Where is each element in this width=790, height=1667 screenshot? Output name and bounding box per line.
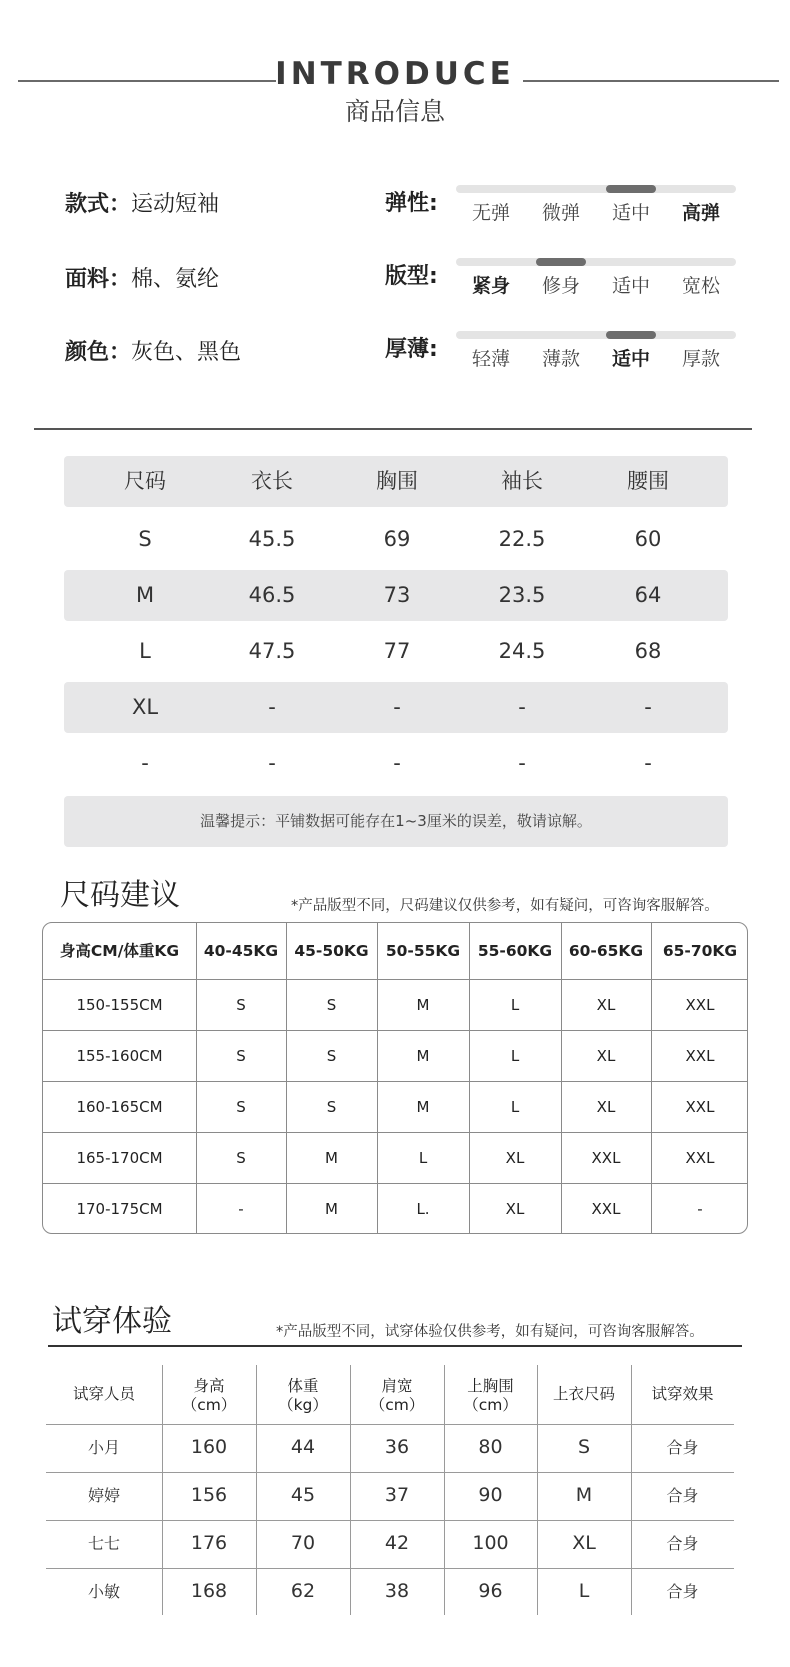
size-suggestion-cell: S bbox=[236, 1047, 246, 1065]
size-table-cell: - bbox=[141, 751, 149, 775]
size-suggestion-cell: XXL bbox=[685, 1098, 715, 1116]
section-divider bbox=[34, 428, 752, 430]
size-suggestion-note: *产品版型不同，尺码建议仅供参考，如有疑问，可咨询客服解答。 bbox=[291, 898, 719, 914]
info-style bbox=[65, 190, 219, 220]
size-suggestion-cell: L bbox=[510, 1098, 520, 1116]
info-style-label: 款式： bbox=[65, 192, 132, 217]
scale-option: 适中 bbox=[611, 348, 650, 370]
info-color-value: 灰色、黑色 bbox=[131, 340, 242, 365]
try-on-cell: 156 bbox=[190, 1484, 228, 1506]
scale-option: 微弹 bbox=[541, 202, 580, 224]
size-table-cell: XL bbox=[131, 695, 159, 719]
size-table-cell: 46.5 bbox=[248, 583, 296, 607]
header-title: INTRODUCE bbox=[275, 56, 515, 92]
size-suggestion-cell: 160-165CM bbox=[76, 1098, 163, 1116]
size-table-cell: 45.5 bbox=[248, 527, 296, 551]
size-suggestion-cell: S bbox=[326, 1047, 337, 1065]
size-table-cell: - bbox=[393, 695, 401, 719]
size-table-cell: S bbox=[138, 527, 152, 551]
try-on-header bbox=[46, 1385, 162, 1404]
try-on-header-line: 肩宽 bbox=[381, 1377, 413, 1395]
size-suggestion-cell: M bbox=[416, 1047, 430, 1065]
size-table-cell: 77 bbox=[383, 639, 411, 663]
try-on-cell: 45 bbox=[290, 1484, 316, 1506]
scale-indicator bbox=[536, 258, 586, 266]
size-suggestion-cell: XL bbox=[596, 1098, 616, 1116]
try-on-cell: 合身 bbox=[666, 1486, 699, 1505]
size-suggestion-cell: M bbox=[416, 996, 430, 1014]
scale-option: 轻薄 bbox=[471, 348, 510, 370]
size-table-cell: - bbox=[518, 695, 526, 719]
size-suggestion-cell: XXL bbox=[591, 1200, 621, 1218]
try-on-header-line: 试穿效果 bbox=[651, 1385, 714, 1403]
size-suggestion-cell: XXL bbox=[591, 1149, 621, 1167]
try-on-title: 试穿体验 bbox=[52, 1304, 172, 1339]
size-table-cell: 68 bbox=[634, 639, 662, 663]
try-on-header-line: 试穿人员 bbox=[72, 1385, 135, 1403]
try-on-cell: 168 bbox=[190, 1580, 228, 1602]
size-table-header: 衣长 bbox=[251, 469, 293, 493]
try-on-header-line: 身高 bbox=[193, 1377, 225, 1395]
scale-title: 版型: bbox=[385, 264, 438, 289]
header-subtitle: 商品信息 bbox=[344, 97, 445, 126]
size-suggestion-cell: S bbox=[236, 1098, 246, 1116]
size-table-header: 尺码 bbox=[124, 469, 166, 493]
try-on-cell: 80 bbox=[478, 1436, 503, 1458]
size-suggestion-cell: 170-175CM bbox=[76, 1200, 163, 1218]
size-table-cell: 23.5 bbox=[498, 583, 546, 607]
size-table-cell: - bbox=[393, 751, 401, 775]
size-suggestion-header: 45-50KG bbox=[294, 942, 369, 960]
size-suggestion-cell: XL bbox=[596, 1047, 616, 1065]
size-suggestion-title: 尺码建议 bbox=[60, 878, 180, 913]
size-table-cell: M bbox=[135, 583, 155, 607]
size-table-cell: - bbox=[644, 751, 652, 775]
size-suggestion-cell: XL bbox=[505, 1200, 525, 1218]
size-suggestion-cell: S bbox=[326, 1098, 337, 1116]
size-suggestion-header: 65-70KG bbox=[662, 942, 738, 960]
info-style-value: 运动短袖 bbox=[131, 192, 220, 217]
try-on-header-line: 体重 bbox=[287, 1377, 319, 1395]
try-on-header-line: （cm） bbox=[463, 1396, 518, 1414]
scale-option: 无弹 bbox=[471, 202, 510, 224]
try-on-cell: 42 bbox=[384, 1532, 410, 1554]
try-on-cell: 小敏 bbox=[87, 1582, 120, 1601]
size-suggestion-cell: L. bbox=[416, 1200, 430, 1218]
size-suggestion-cell: 155-160CM bbox=[76, 1047, 163, 1065]
try-on-cell: 38 bbox=[384, 1580, 410, 1602]
size-table-cell: 69 bbox=[383, 527, 411, 551]
scale-track bbox=[456, 258, 736, 266]
scale-option: 修身 bbox=[541, 275, 580, 297]
try-on-cell: 合身 bbox=[666, 1534, 699, 1553]
size-table-cell: 22.5 bbox=[498, 527, 546, 551]
scale-indicator bbox=[606, 331, 656, 339]
info-fabric bbox=[65, 265, 219, 295]
size-table-cell: - bbox=[644, 695, 652, 719]
try-on-cell: 七七 bbox=[87, 1534, 120, 1553]
size-suggestion-header: 55-60KG bbox=[477, 942, 553, 960]
scale-option: 适中 bbox=[611, 275, 650, 297]
size-table-cell: - bbox=[518, 751, 526, 775]
try-on-cell: 62 bbox=[290, 1580, 316, 1602]
size-suggestion-cell: S bbox=[236, 996, 246, 1014]
try-on-header bbox=[537, 1385, 631, 1404]
try-on-header bbox=[350, 1377, 444, 1415]
size-suggestion-cell: XXL bbox=[685, 996, 715, 1014]
size-suggestion-cell: S bbox=[326, 996, 337, 1014]
scale-option: 厚款 bbox=[681, 348, 720, 370]
scale-option: 高弹 bbox=[681, 202, 720, 224]
try-on-cell: 37 bbox=[384, 1484, 410, 1506]
size-suggestion-cell: L bbox=[510, 1047, 520, 1065]
info-fabric-label: 面料： bbox=[65, 267, 132, 292]
try-on-header bbox=[256, 1377, 350, 1415]
try-on-cell: M bbox=[575, 1484, 593, 1506]
size-table-cell: 60 bbox=[634, 527, 662, 551]
size-suggestion-cell: M bbox=[416, 1098, 430, 1116]
try-on-header-line: （kg） bbox=[278, 1396, 328, 1414]
info-color bbox=[65, 338, 241, 368]
size-table-header: 袖长 bbox=[501, 469, 543, 493]
info-color-label: 颜色： bbox=[65, 340, 132, 365]
try-on-header bbox=[631, 1385, 734, 1404]
try-on-cell: 36 bbox=[384, 1436, 410, 1458]
try-on-cell: XL bbox=[572, 1532, 596, 1554]
scale-option: 宽松 bbox=[681, 275, 720, 297]
scale-option: 薄款 bbox=[541, 348, 580, 370]
scale-title: 厚薄: bbox=[385, 337, 438, 362]
size-suggestion-cell: 150-155CM bbox=[76, 996, 163, 1014]
try-on-cell: L bbox=[578, 1580, 590, 1602]
try-on-cell: 90 bbox=[478, 1484, 503, 1506]
try-on-header-line: （cm） bbox=[369, 1396, 425, 1414]
scale-option: 适中 bbox=[611, 202, 650, 224]
size-suggestion-cell: XXL bbox=[685, 1047, 715, 1065]
size-suggestion-cell: XL bbox=[505, 1149, 525, 1167]
try-on-header-line: （cm） bbox=[181, 1396, 237, 1414]
scale-track bbox=[456, 331, 736, 339]
size-suggestion-cell: S bbox=[236, 1149, 246, 1167]
try-on-cell: 44 bbox=[290, 1436, 316, 1458]
size-table-cell: 47.5 bbox=[248, 639, 296, 663]
size-table-cell: - bbox=[268, 751, 276, 775]
size-suggestion-header: 50-55KG bbox=[385, 942, 461, 960]
size-suggestion-cell: M bbox=[325, 1149, 338, 1167]
try-on-header-line: 上胸围 bbox=[467, 1377, 514, 1395]
try-on-header bbox=[162, 1377, 256, 1415]
try-on-cell: 96 bbox=[478, 1580, 503, 1602]
size-table-header: 胸围 bbox=[376, 469, 418, 493]
try-on-cell: 合身 bbox=[666, 1582, 699, 1601]
size-suggestion-cell: - bbox=[238, 1200, 244, 1218]
try-on-cell: 婷婷 bbox=[87, 1486, 120, 1505]
try-on-cell: 100 bbox=[472, 1532, 509, 1554]
size-suggestion-cell: M bbox=[325, 1200, 338, 1218]
size-table-cell: L bbox=[139, 639, 151, 663]
size-table-cell: 73 bbox=[383, 583, 411, 607]
try-on-header-line: 上衣尺码 bbox=[552, 1385, 615, 1403]
scale-track bbox=[456, 185, 736, 193]
try-on-cell: 160 bbox=[190, 1436, 228, 1458]
size-suggestion-header: 60-65KG bbox=[568, 942, 644, 960]
scale-title: 弹性: bbox=[385, 191, 438, 216]
try-on-cell: 70 bbox=[290, 1532, 316, 1554]
size-suggestion-header: 40-45KG bbox=[203, 942, 279, 960]
size-suggestion-cell: XL bbox=[596, 996, 616, 1014]
try-on-cell: 小月 bbox=[87, 1438, 120, 1457]
size-suggestion-table bbox=[42, 922, 748, 1234]
size-table-header: 腰围 bbox=[627, 469, 669, 493]
size-suggestion-cell: XXL bbox=[685, 1149, 715, 1167]
try-on-cell: S bbox=[577, 1436, 591, 1458]
size-table-cell: 64 bbox=[634, 583, 662, 607]
size-suggestion-header: 身高CM/体重KG bbox=[59, 942, 180, 960]
size-suggestion-cell: L bbox=[510, 996, 520, 1014]
size-table-cell: - bbox=[268, 695, 276, 719]
size-suggestion-cell: - bbox=[697, 1200, 703, 1218]
scale-indicator bbox=[606, 185, 656, 193]
info-fabric-value: 棉、氨纶 bbox=[131, 267, 220, 292]
size-table-cell: 24.5 bbox=[498, 639, 546, 663]
try-on-title-rule bbox=[48, 1345, 742, 1347]
size-suggestion-cell: L bbox=[418, 1149, 428, 1167]
size-tip: 温馨提示：平铺数据可能存在1~3厘米的误差，敬请谅解。 bbox=[64, 796, 728, 847]
try-on-cell: 合身 bbox=[666, 1438, 699, 1457]
size-suggestion-cell: 165-170CM bbox=[76, 1149, 163, 1167]
try-on-note: *产品版型不同，试穿体验仅供参考，如有疑问，可咨询客服解答。 bbox=[276, 1324, 704, 1340]
scale-option: 紧身 bbox=[471, 275, 510, 297]
try-on-cell: 176 bbox=[190, 1532, 228, 1554]
try-on-header bbox=[444, 1377, 537, 1415]
